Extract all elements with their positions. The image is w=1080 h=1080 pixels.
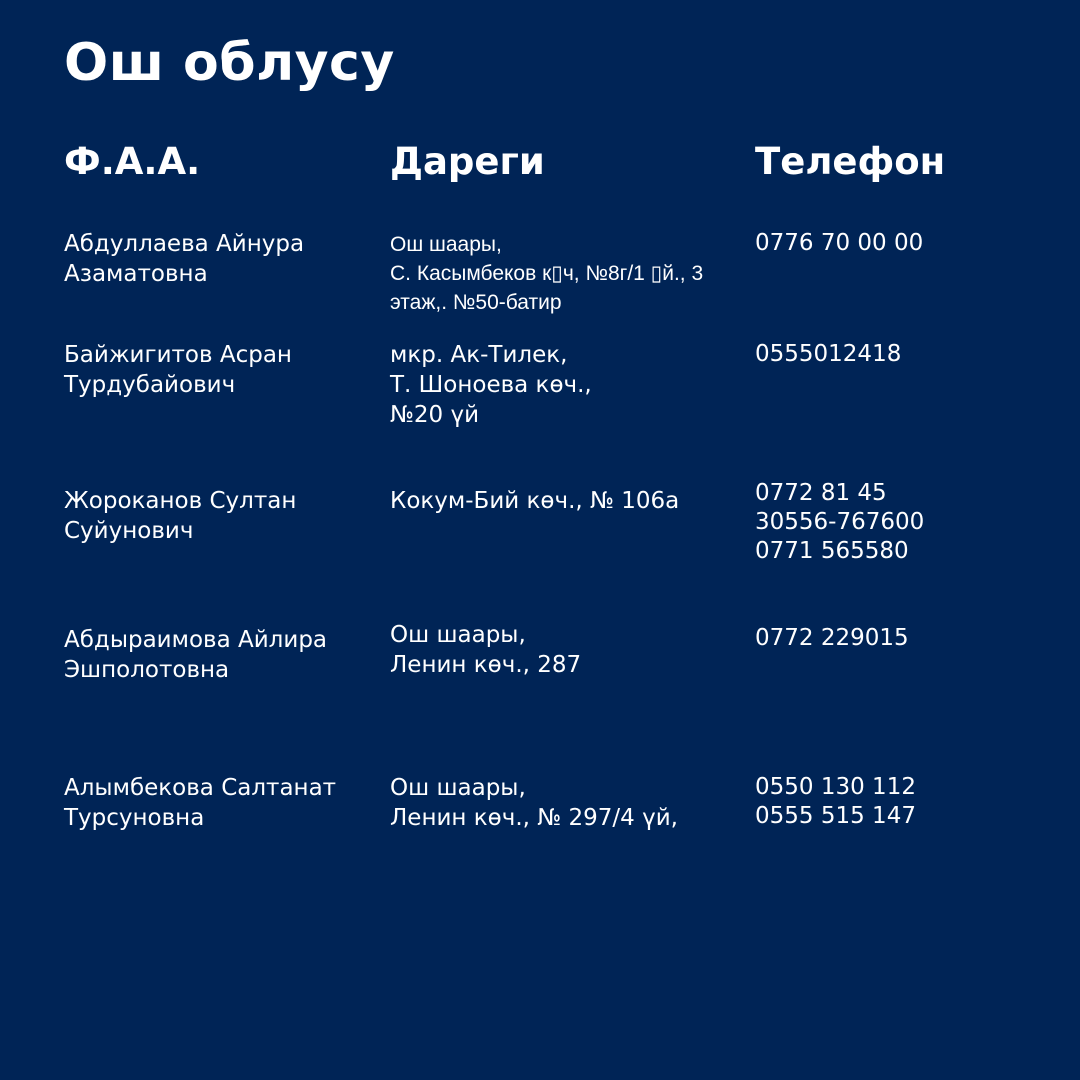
row-5-address: Ош шаары, Ленин көч., № 297/4 үй, xyxy=(390,775,678,831)
header-name: Ф.А.А. xyxy=(64,140,201,183)
row-5-name: Алымбекова Салтанат Турсуновна xyxy=(64,775,337,831)
row-1-phone: 0776 70 00 00 xyxy=(755,230,924,256)
header-phone: Телефон xyxy=(755,140,946,183)
row-4-address: Ош шаары, Ленин көч., 287 xyxy=(390,622,582,678)
row-3-name: Жороканов Султан Суйунович xyxy=(64,488,297,544)
row-3-address: Кокум-Бий көч., № 106а xyxy=(390,488,680,514)
row-5-phone: 0550 130 112 0555 515 147 xyxy=(755,774,916,829)
row-1-name: Абдуллаева Айнура Азаматовна xyxy=(64,231,305,287)
row-2-address: мкр. Ак-Тилек, Т. Шоноева көч., №20 үй xyxy=(390,342,592,428)
row-2-phone: 0555012418 xyxy=(755,341,902,367)
page-title: Ош облусу xyxy=(64,33,395,93)
row-1-address: Ош шаары, С. Касымбеков к▯ч, №8г/1 ▯й., 3 этаж,. №50-батир xyxy=(390,233,704,314)
row-4-phone: 0772 229015 xyxy=(755,625,909,651)
header-address: Дареги xyxy=(390,140,545,183)
row-2-name: Байжигитов Асран Турдубайович xyxy=(64,342,292,398)
row-3-phone: 0772 81 45 30556-767600 0771 565580 xyxy=(755,480,925,564)
row-4-name: Абдыраимова Айлира Эшполотовна xyxy=(64,627,328,683)
